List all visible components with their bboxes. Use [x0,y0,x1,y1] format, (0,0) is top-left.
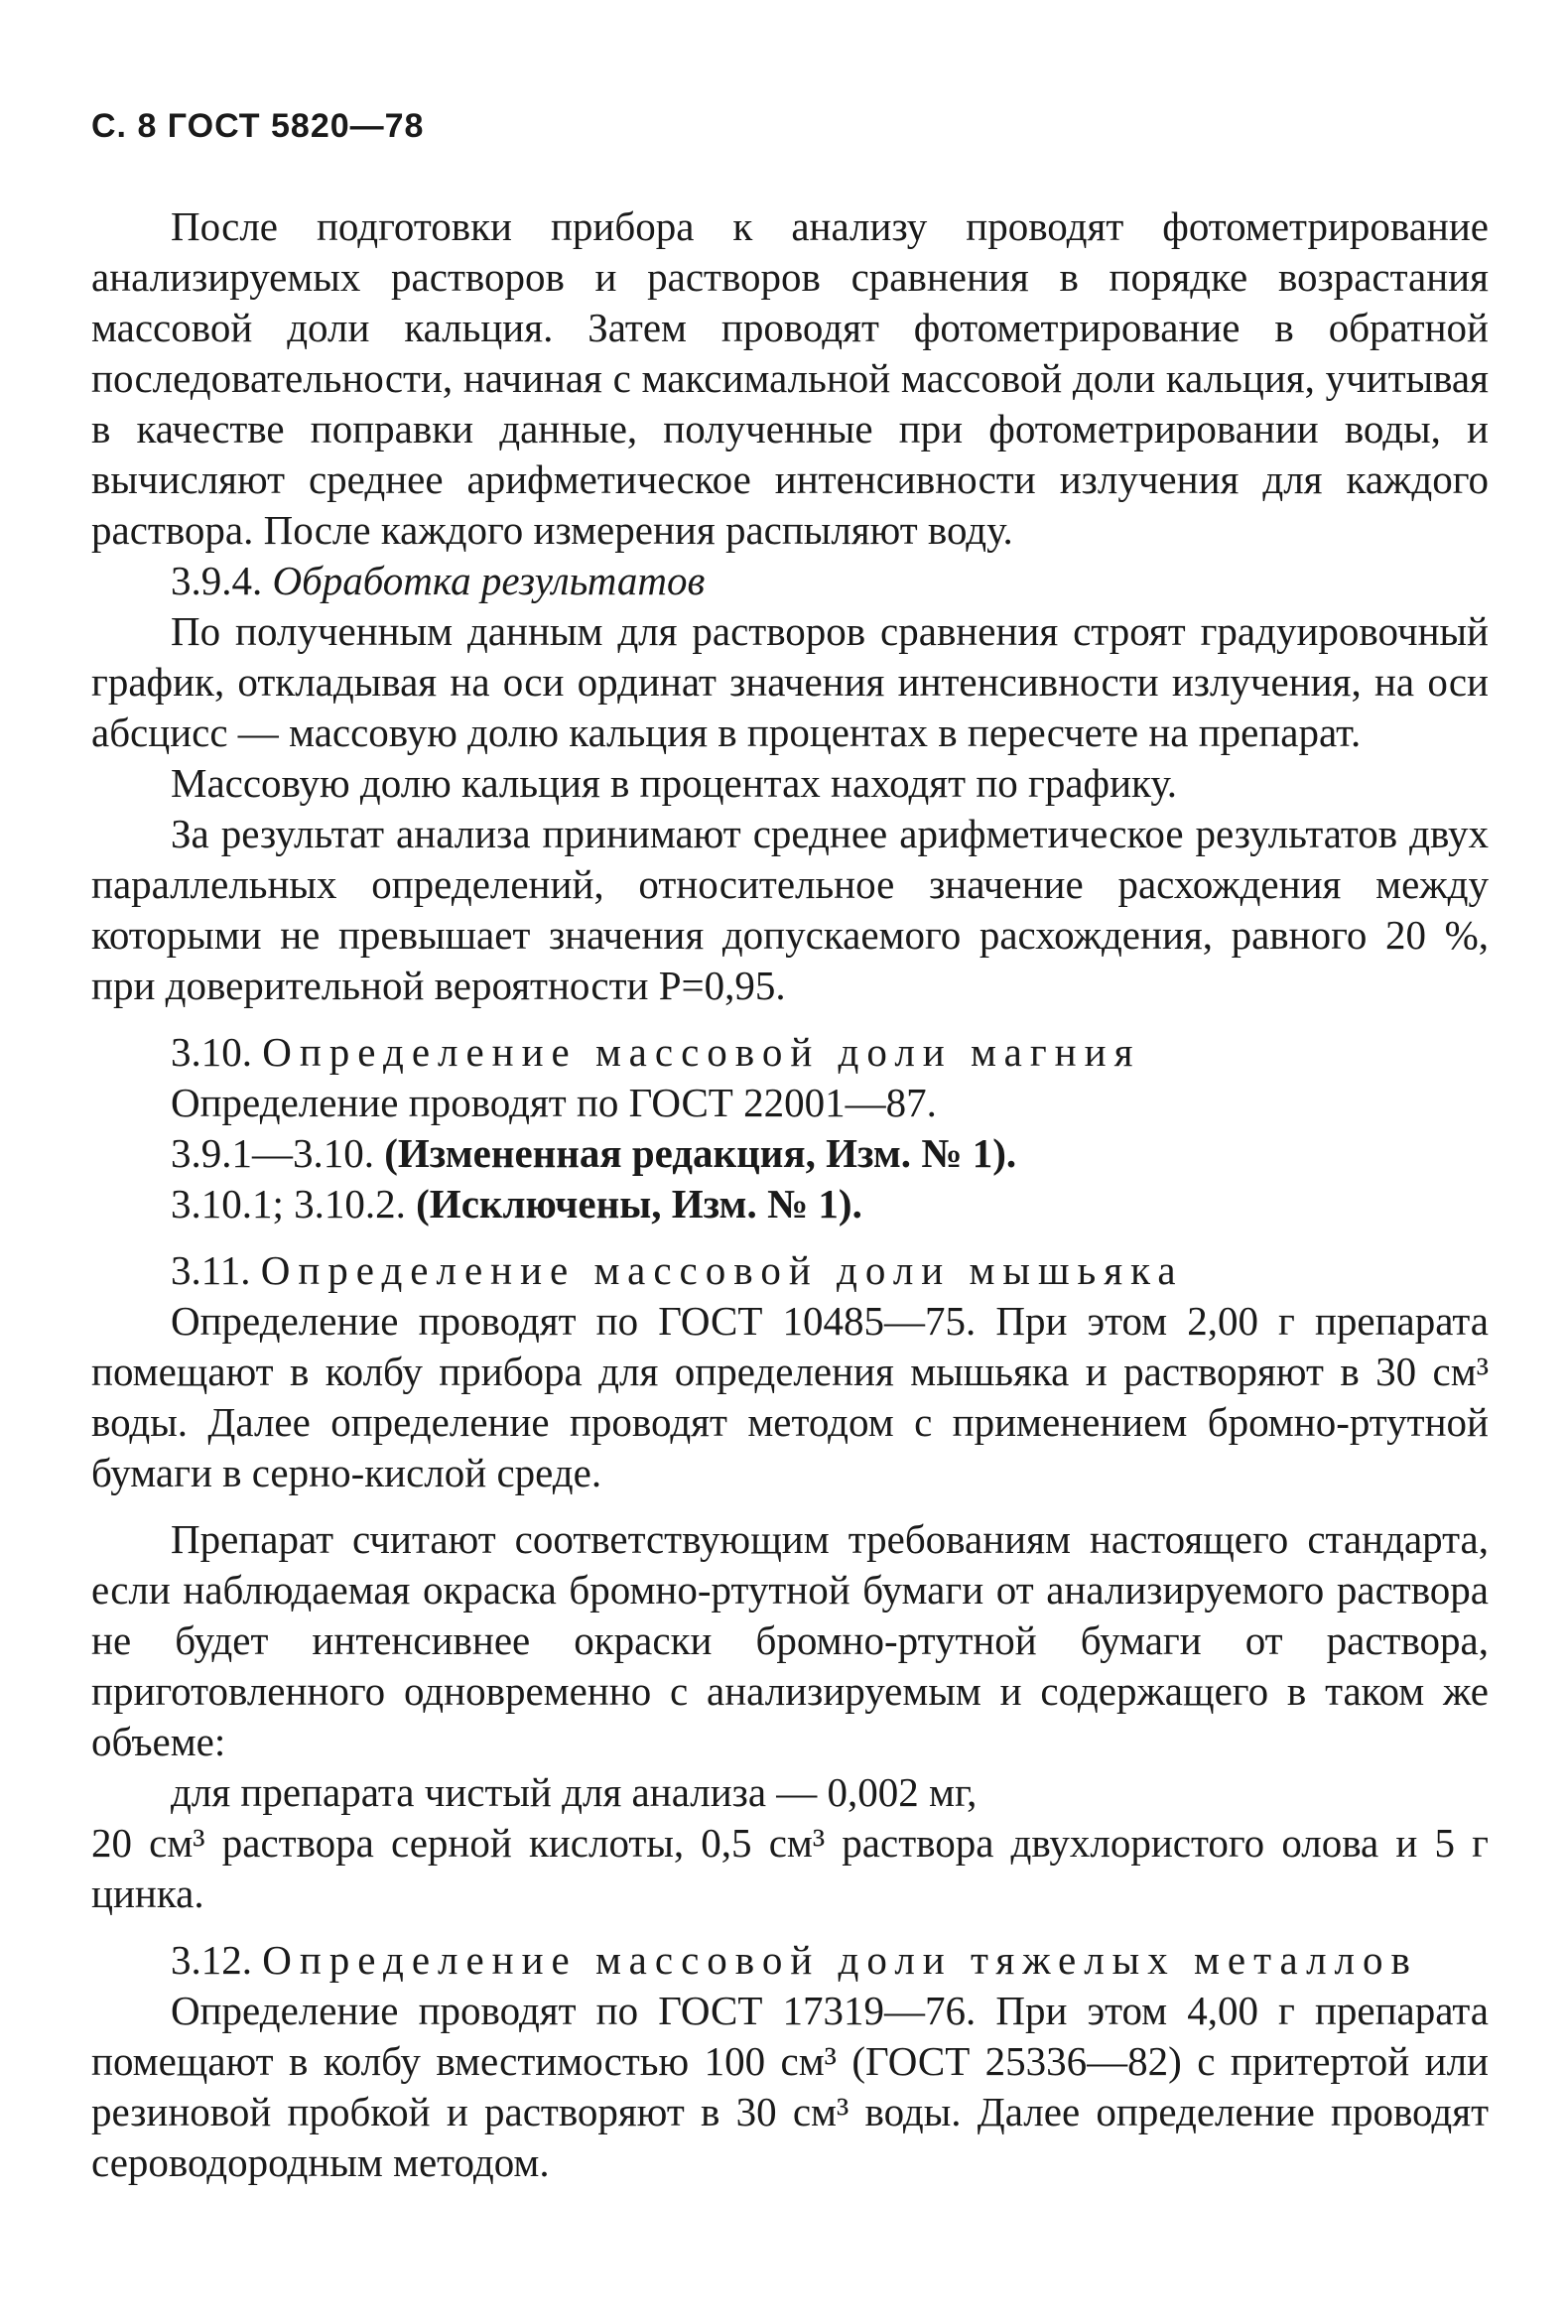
paragraph-result: За результат анализа принимают среднее арифметическое результатов двух параллельных определений, относительное значение расхождения между которыми не превышает значения допускаемого расхождения, равного 20 %, при доверительной вероятности P=0,95. [91,811,1489,1008]
section-number: 3.9.4. [171,558,263,603]
section-3-11-heading [91,1245,1489,1296]
section-title: Определение массовой доли мышьяка [260,1247,1184,1293]
page-header: С. 8 ГОСТ 5820—78 [91,107,425,145]
paragraph-calibration: По полученным данным для растворов сравнения строят градуировочный график, откладывая на оси ординат значения интенсивности излучения, на оси абсцисс — массовую долю кальция в процентах в пересчете на препарат. [91,608,1489,755]
section-number: 3.11. [171,1247,251,1293]
amendment-ref: 3.10.1; 3.10.2. [171,1181,406,1227]
section-number: 3.10. [171,1029,252,1075]
paragraph-heavy-metals: Определение проводят по ГОСТ 17319—76. При этом 4,00 г препарата помещают в колбу вместимостью 100 см³ (ГОСТ 25336—82) с притертой или резиновой пробкой и растворяют в 30 см³ воды. Далее определение проводят сероводородным методом. [91,1988,1489,2185]
paragraph-reagents: 20 см³ раствора серной кислоты, 0,5 см³ раствора двухлористого олова и 5 г цинка. [91,1820,1489,1916]
section-title: Определение массовой доли магния [262,1029,1141,1075]
paragraph-photometry: После подготовки прибора к анализу проводят фотометрирование анализируемых растворов и растворов сравнения в порядке возрастания массовой доли кальция. Затем проводят фотометрирование в обратной последовательности, начиная с максимальной массовой доли кальция, учитывая в качестве поправки данные, полученные при фотометрировании воды, и вычисляют среднее арифметическое интенсивности излучения для каждого раствора. После каждого измерения распыляют воду. [91,203,1489,553]
amendment-text: (Исключены, Изм. № 1). [416,1181,862,1227]
section-3-9-4-heading [91,556,1489,606]
amendment-ref: 3.9.1—3.10. [171,1130,374,1176]
paragraph-requirements: Препарат считают соответствующим требованиям настоящего стандарта, если наблюдаемая окраска бромно-ртутной бумаги от анализируемого раствора не будет интенсивнее окраски бромно-ртутной бумаги от раствора, приготовленного одновременно с анализируемым и содержащего в таком же объеме: [91,1516,1489,1764]
amendment-note-1 [91,1128,1489,1179]
paragraph-graph: Массовую долю кальция в процентах находят по графику. [171,760,1178,806]
paragraph-magnesium: Определение проводят по ГОСТ 22001—87. [171,1080,937,1125]
amendment-text: (Измененная редакция, Изм. № 1). [384,1130,1017,1176]
paragraph-preparation-grade: для препарата чистый для анализа — 0,002 мг, [171,1769,978,1815]
paragraph-arsenic: Определение проводят по ГОСТ 10485—75. При этом 2,00 г препарата помещают в колбу прибора для определения мышьяка и растворяют в 30 см³ воды. Далее определение проводят методом с применением бромно-ртутной бумаги в серно-кислой среде. [91,1298,1489,1495]
section-3-10-heading [91,1027,1489,1078]
section-3-12-heading [91,1935,1489,1986]
document-page [91,107,1489,2188]
section-title: Определение массовой доли тяжелых металлов [262,1937,1418,1983]
section-title: Обработка результатов [272,558,706,603]
section-number: 3.12. [171,1937,252,1983]
amendment-note-2 [91,1179,1489,1229]
